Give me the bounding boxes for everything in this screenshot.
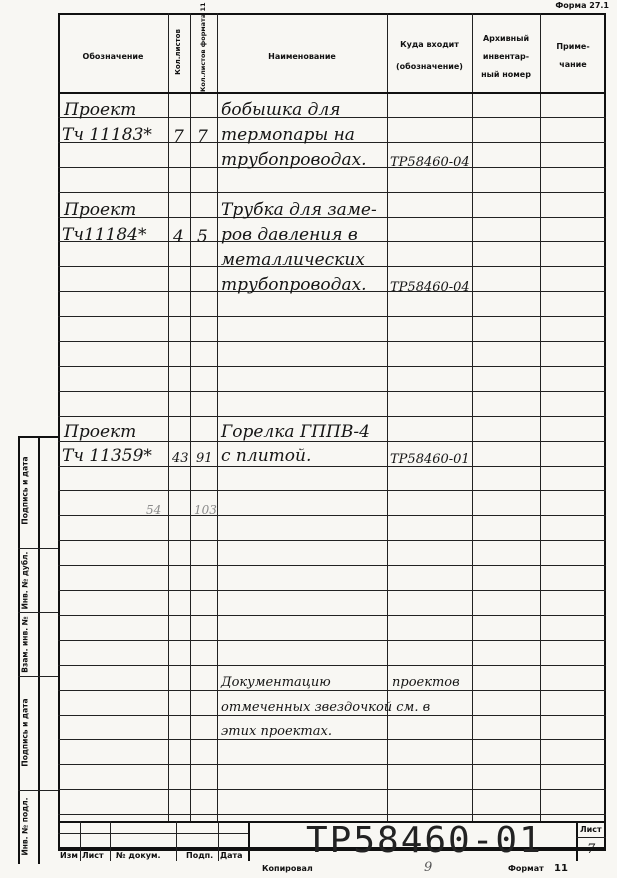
stamp-col-sheet: Лист [82,851,104,860]
stamp-col-docnum: № докум. [116,851,161,860]
header-notes-1: Приме- [556,42,590,51]
footer-copied: Копировал [262,864,313,873]
header-included-in-2: (обозначение) [396,62,463,71]
entry2-name-3: металлических [221,250,365,270]
table-row-line [58,416,606,417]
table-row-line [58,515,606,516]
entry1-sheets: 7 [173,127,184,147]
header-designation: Обозначение [82,52,144,61]
entry2-included-in: ТР58460-04 [390,280,470,295]
entry1-name-2: термопары на [221,125,355,145]
entry1-designation-1: Проект [64,100,137,120]
entry2-designation-1: Проект [64,200,137,220]
entry3-sheets: 43 [172,451,189,466]
header-archive-1: Архивный [482,34,530,43]
stamp-col-change: Изм [60,851,78,860]
header-sheets-format: Кол.листов формата 11 [199,2,207,92]
entry3-sheets-format: 91 [196,451,213,466]
table-row-line [58,814,606,815]
header-included-in-1: Куда входит [400,40,459,49]
header-notes-2: чание [559,60,587,69]
entry2-sheets: 4 [173,227,184,247]
entry3-name-2: с плитой. [221,446,312,466]
entry1-included-in: ТР58460-04 [390,155,470,170]
footer-format-value: 11 [554,863,568,874]
table-row-line [58,665,606,666]
header-name: Наименование [268,52,336,61]
table-row-line [58,640,606,641]
entry2-name-2: ров давления в [221,225,358,245]
footnote-name-1: Документацию [221,675,331,690]
footnote-included-in: проектов [392,675,460,690]
entry3-designation-2: Тч 11359* [62,446,152,466]
table-row-line [58,341,606,342]
table-row-line [58,789,606,790]
sheet-label: Лист [580,825,602,834]
document-code: ТР58460-01 [306,820,543,861]
side-label-replace-inv: Взам. инв. № [20,616,30,673]
side-label-dup-inv: Инв. № дубл. [20,551,30,610]
entry3-designation-1: Проект [64,422,137,442]
table-row-line [58,615,606,616]
header-archive-3: ный номер [481,70,531,79]
table-row-line [58,540,606,541]
stamp-col-date: Дата [220,851,243,860]
entry2-name-4: трубопроводах. [221,275,367,295]
stamp-col-signature: Подп. [186,851,214,860]
form-label: Форма 27.1 [555,1,609,10]
table-row-line [58,366,606,367]
table-row-line [58,316,606,317]
entry2-sheets-format: 5 [197,227,208,247]
side-label-signature-date-1: Подпись и дата [20,456,30,525]
entry2-name-1: Трубка для заме- [221,200,377,220]
entry3-name-1: Горелка ГППВ-4 [221,422,370,442]
header-sheets-count: Кол.листов [174,29,182,75]
table-row-line [58,690,606,691]
sheet-number: 7 [587,842,596,857]
table-row-line [58,764,606,765]
entry1-name-1: бобышка для [221,100,341,120]
table-row-line [58,739,606,740]
table-row-line [58,565,606,566]
pencil-total-sheets: 54 [146,503,162,517]
side-label-signature-date-2: Подпись и дата [20,698,30,767]
entry1-designation-2: Тч 11183* [62,125,152,145]
entry1-sheets-format: 7 [197,127,208,147]
header-archive-2: инвентар- [482,52,530,61]
footnote-name-2: отмеченных звездочкой см. в [221,700,431,715]
footnote-name-3: этих проектах. [221,724,332,739]
table-row-line [58,192,606,193]
table-row-line [58,490,606,491]
pencil-total-format: 103 [194,503,217,517]
table-row-line [58,590,606,591]
footer-format-label: Формат [508,864,544,873]
table-row-line [58,466,606,467]
entry1-name-3: трубопроводах. [221,150,367,170]
side-label-original-inv: Инв. № подл. [20,797,30,856]
footer-handwritten-mark: 9 [424,860,433,875]
entry3-included-in: ТР58460-01 [390,452,470,467]
entry2-designation-2: Тч11184* [62,225,147,245]
table-row-line [58,391,606,392]
